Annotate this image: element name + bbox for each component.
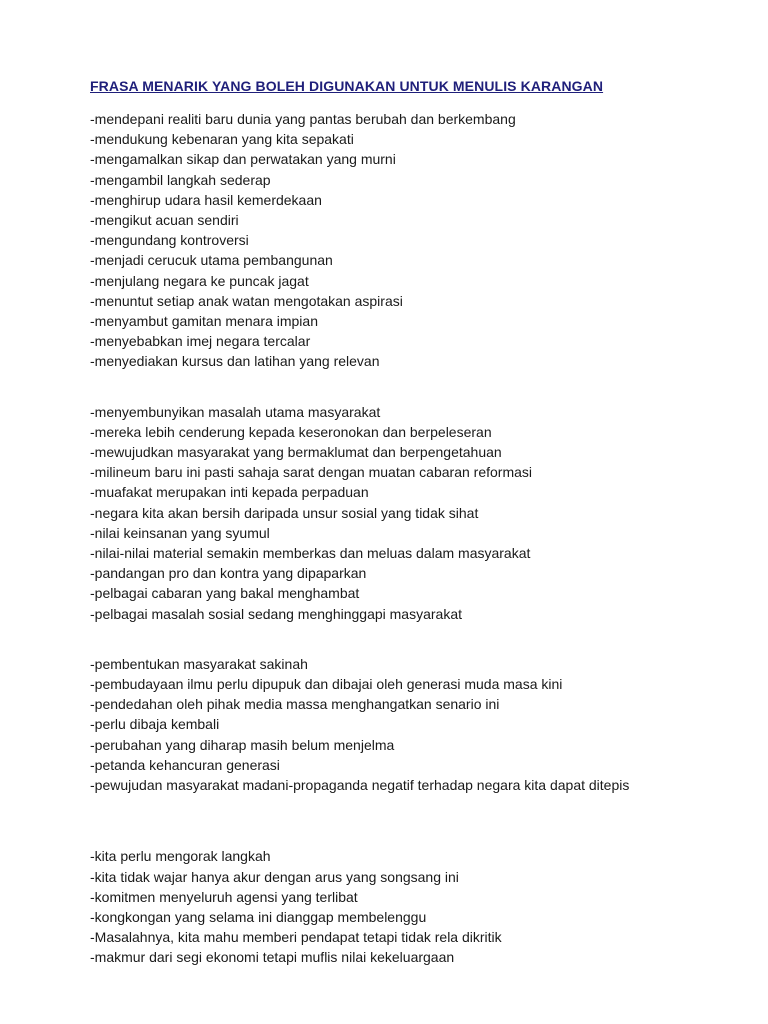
list-item: -pelbagai cabaran yang bakal menghambat (90, 585, 360, 602)
list-item: -perlu dibaja kembali (90, 716, 220, 733)
paragraph-gap (90, 624, 750, 654)
list-item: -pewujudan masyarakat madani-propaganda negatif terhadap negara kita dapat ditepis (90, 777, 630, 794)
phrase-group-3 (90, 654, 750, 795)
list-item: -menjadi cerucuk utama pembangunan (90, 252, 333, 269)
list-item: -milineum baru ini pasti sahaja sarat dengan muatan cabaran reformasi (90, 464, 533, 481)
list-item: -nilai-nilai material semakin memberkas dan meluas dalam masyarakat (90, 545, 531, 562)
list-item: -menjulang negara ke puncak jagat (90, 272, 309, 289)
paragraph-gap (90, 795, 750, 846)
document-page (90, 76, 750, 968)
list-item: -petanda kehancuran generasi (90, 756, 280, 773)
list-item: -komitmen menyeluruh agensi yang terlibat (90, 888, 358, 905)
list-item: -menyambut gamitan menara impian (90, 313, 318, 330)
list-item: -mendukung kebenaran yang kita sepakati (90, 131, 354, 148)
list-item: -menuntut setiap anak watan mengotakan aspirasi (90, 292, 403, 309)
list-item: -menyediakan kursus dan latihan yang relevan (90, 353, 380, 370)
list-item: -kongkongan yang selama ini dianggap membelenggu (90, 908, 427, 925)
list-item: -Masalahnya, kita mahu memberi pendapat tetapi tidak rela dikritik (90, 929, 502, 946)
list-item: -perubahan yang diharap masih belum menjelma (90, 736, 395, 753)
list-item: -pembentukan masyarakat sakinah (90, 655, 308, 672)
list-item: -mengikut acuan sendiri (90, 212, 239, 229)
list-item: -muafakat merupakan inti kepada perpaduan (90, 484, 369, 501)
document-title: FRASA MENARIK YANG BOLEH DIGUNAKAN UNTUK MENULIS KARANGAN (90, 78, 604, 94)
list-item: -mendepani realiti baru dunia yang pantas berubah dan berkembang (90, 111, 516, 127)
phrase-group-1 (90, 109, 750, 372)
list-item: -mewujudkan masyarakat yang bermaklumat dan berpengetahuan (90, 444, 502, 461)
list-item: -makmur dari segi ekonomi tetapi muflis nilai kekeluargaan (90, 949, 455, 966)
list-item: -menghirup udara hasil kemerdekaan (90, 191, 322, 208)
list-item: -negara kita akan bersih daripada unsur sosial yang tidak sihat (90, 504, 479, 521)
list-item: -pendedahan oleh pihak media massa menghangatkan senario ini (90, 696, 500, 713)
list-item: -pelbagai masalah sosial sedang menghinggapi masyarakat (90, 605, 463, 622)
list-item: -mengundang kontroversi (90, 232, 249, 249)
list-item: -pembudayaan ilmu perlu dipupuk dan dibajai oleh generasi muda masa kini (90, 676, 563, 693)
list-item: -pandangan pro dan kontra yang dipaparkan (90, 565, 367, 582)
list-item: -menyembunyikan masalah utama masyarakat (90, 403, 381, 420)
list-item: -mereka lebih cenderung kepada keseronokan dan berpeleseran (90, 423, 492, 440)
list-item: -nilai keinsanan yang syumul (90, 524, 270, 541)
list-item: -kita tidak wajar hanya akur dengan arus yang songsang ini (90, 868, 459, 885)
list-item: -menyebabkan imej negara tercalar (90, 333, 311, 350)
list-item: -mengamalkan sikap dan perwatakan yang murni (90, 151, 396, 168)
list-item: -mengambil langkah sederap (90, 171, 271, 188)
phrase-group-4 (90, 846, 750, 967)
phrase-group-2 (90, 402, 750, 624)
list-item: -kita perlu mengorak langkah (90, 848, 271, 865)
paragraph-gap (90, 372, 750, 402)
